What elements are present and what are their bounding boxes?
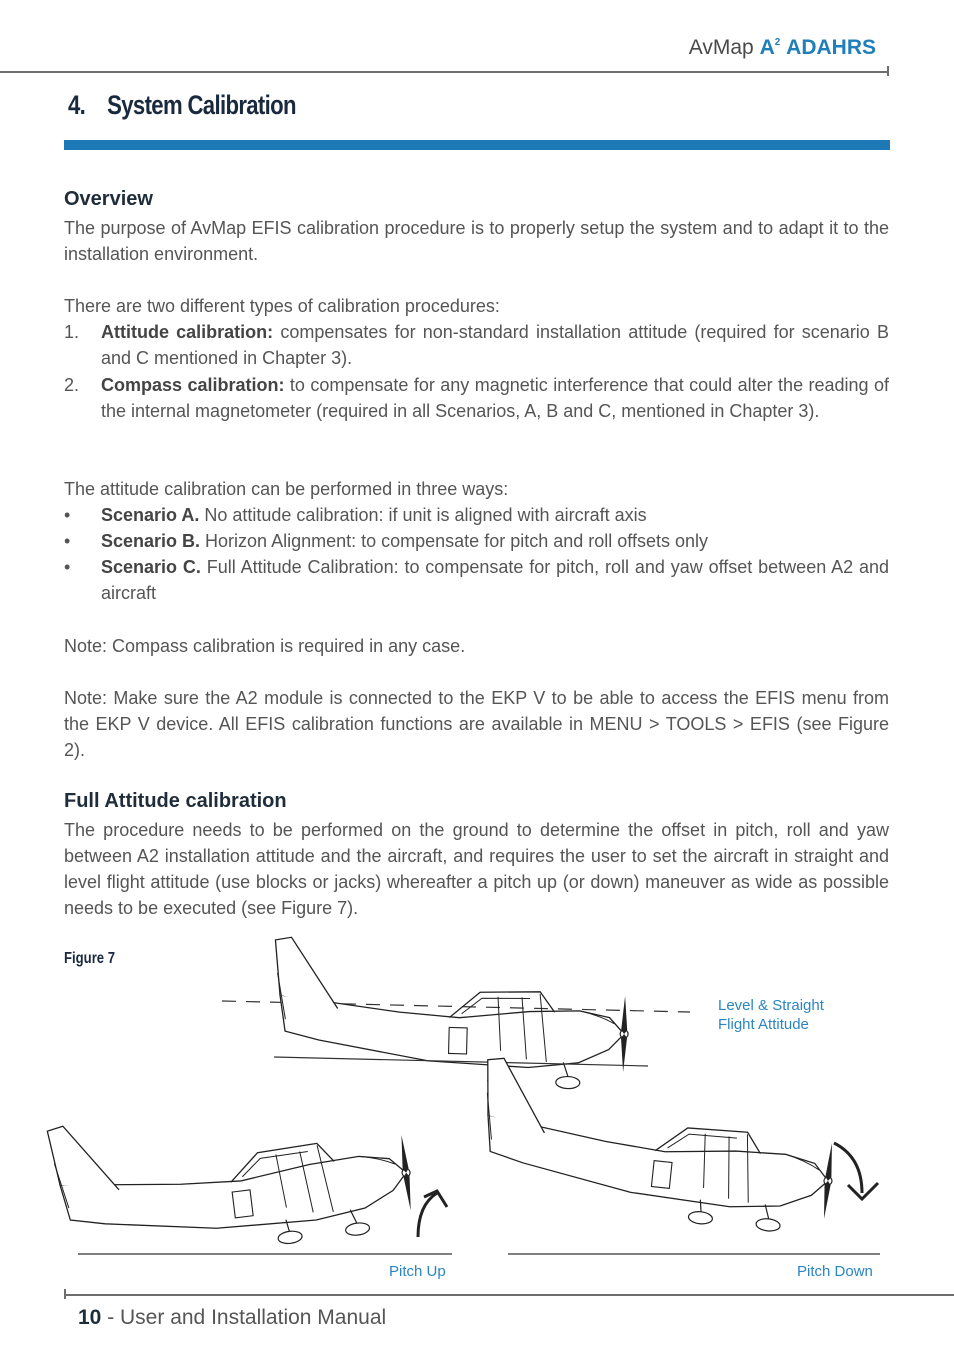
header-rule <box>0 71 889 73</box>
footer-rule-tick <box>64 1289 66 1299</box>
brand-suffix: ADAHRS <box>786 36 876 59</box>
aircraft-level <box>272 937 631 1090</box>
list-item <box>64 319 889 371</box>
list-number: 1. <box>64 322 80 342</box>
figure-label: Figure 7 <box>64 950 116 967</box>
header-rule-tick <box>887 66 889 76</box>
figure-7-illustration <box>0 935 954 1285</box>
bullet-text: Full Attitude Calibration: to compensate for pitch, roll and yaw offset between A2 and aircraft <box>101 557 889 603</box>
overview-heading: Overview <box>64 188 153 210</box>
list-text: to compensate for any magnetic interference that could alter the reading of the internal magnetometer (required in all Scenarios, A, B and C, mentioned in Chapter 3). <box>101 375 890 421</box>
note-compass: Note: Compass calibration is required in any case. <box>64 636 466 656</box>
section-title-bar <box>64 140 890 150</box>
footer-rule <box>64 1294 954 1296</box>
bullet: • <box>64 505 71 525</box>
section-title <box>68 90 296 121</box>
header-brand <box>689 36 876 60</box>
overview-intro: The purpose of AvMap EFIS calibration procedure is to properly setup the system and to adapt it to the installation environment. <box>64 218 889 264</box>
list-label: Compass calibration: <box>101 375 285 395</box>
bullet-label: Scenario A. <box>101 505 200 525</box>
pitch-up-arrow-icon <box>418 1193 437 1237</box>
bullet-text: No attitude calibration: if unit is aligned with aircraft axis <box>199 505 647 525</box>
bullet: • <box>64 531 71 551</box>
footer-text: - User and Installation Manual <box>101 1306 387 1329</box>
ways-intro: The attitude calibration can be performed in three ways: <box>64 479 509 499</box>
page-number: 10 <box>78 1306 102 1329</box>
aircraft-pitch-down <box>473 1057 841 1237</box>
bullet-item <box>64 554 889 606</box>
level-caption <box>718 996 824 1034</box>
section-number: 4. <box>68 90 86 120</box>
aircraft-pitch-up <box>47 1085 417 1271</box>
list-label: Attitude calibration: <box>101 322 274 342</box>
types-intro: There are two different types of calibration procedures: <box>64 296 500 316</box>
brand-a: A <box>759 36 775 59</box>
section-title-text: System Calibration <box>107 90 296 120</box>
note-connection: Note: Make sure the A2 module is connected to the EKP V to be able to access the EFIS menu from the EKP V device. All EFIS calibration functions are available in MENU > TOOLS > EFIS (see Figure 2). <box>64 688 889 760</box>
footer <box>78 1306 386 1330</box>
bullet-label: Scenario C. <box>101 557 201 577</box>
bullet-label: Scenario B. <box>101 531 201 551</box>
list-text: compensates for non-standard installation attitude (required for scenario B and C mentioned in Chapter 3). <box>101 322 889 368</box>
full-attitude-text: The procedure needs to be performed on the ground to determine the offset in pitch, roll and yaw between A2 installation attitude and the aircraft, and requires the user to set the aircraft in straight and level flight attitude (use blocks or jacks) whereafter a pitch up (or down) maneuver as wide as possible needs to be executed (see Figure 7). <box>64 820 889 918</box>
list-number: 2. <box>64 375 80 395</box>
brand-superscript: 2 <box>774 37 781 48</box>
level-caption-line1: Level & Straight <box>718 997 824 1014</box>
bullet-text: Horizon Alignment: to compensate for pitch and roll offsets only <box>200 531 708 551</box>
full-attitude-heading: Full Attitude calibration <box>64 790 287 812</box>
brand-prefix: AvMap <box>688 36 754 59</box>
pitch-down-caption: Pitch Down <box>797 1263 873 1280</box>
level-caption-line2: Flight Attitude <box>718 1016 809 1033</box>
pitch-up-caption: Pitch Up <box>389 1263 446 1280</box>
list-item <box>64 372 889 424</box>
bullet-item <box>64 528 889 554</box>
bullet-item <box>64 502 889 528</box>
bullet: • <box>64 557 71 577</box>
